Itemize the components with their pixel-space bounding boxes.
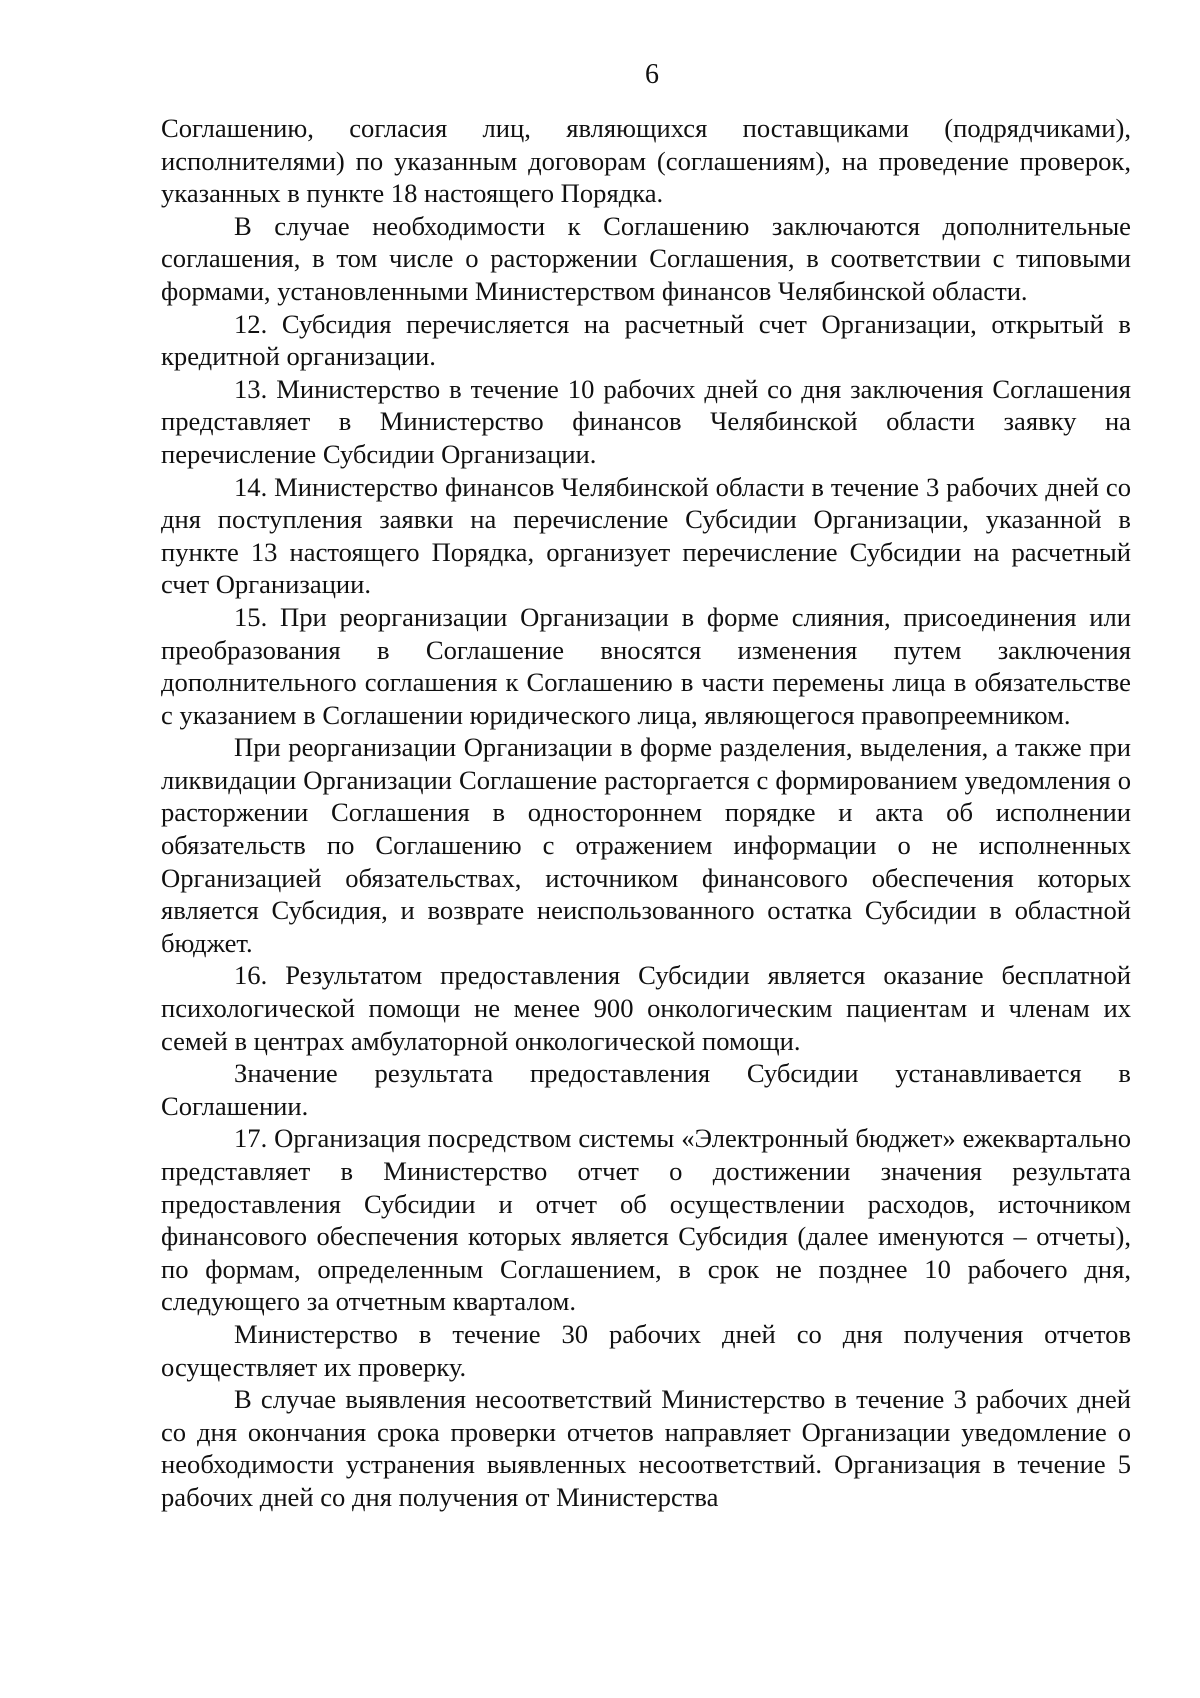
paragraph-14: 14. Министерство финансов Челябинской области в течение 3 рабочих дней со дня поступления заявки на перечисление Субсидии Организации, указанной в пункте 13 настоящего Порядка, организует перечисление Субсидии на расчетный счет Организации. — [161, 471, 1131, 600]
paragraph-12: 12. Субсидия перечисляется на расчетный счет Организации, открытый в кредитной организации. — [161, 308, 1131, 372]
paragraph-17-discrepancies: В случае выявления несоответствий Министерство в течение 3 рабочих дней со дня окончания срока проверки отчетов направляет Организации уведомление о необходимости устранения выявленных несоответствий. Организация в течение 5 рабочих дней со дня получения от Министерства — [161, 1384, 1131, 1512]
paragraph-16: 16. Результатом предоставления Субсидии является оказание бесплатной психологической помощи не менее 900 онкологическим пациентам и членам их семей в центрах амбулаторной онкологической помощи. — [161, 960, 1131, 1056]
paragraph-17-review: Министерство в течение 30 рабочих дней со дня получения отчетов осуществляет их проверку. — [161, 1318, 1131, 1382]
paragraph-additional-agreements: В случае необходимости к Соглашению заключаются дополнительные соглашения, в том числе о расторжении Соглашения, в соответствии с типовыми формами, установленными Министерством финансов Челябинской области. — [161, 210, 1131, 306]
paragraph-15-reorganization: При реорганизации Организации в форме разделения, выделения, а также при ликвидации Организации Соглашение расторгается с формированием уведомления о расторжении Соглашения в одностороннем порядке и акта об исполнении обязательств по Соглашению с отражением информации о не исполненных Организацией обязательствах, источником финансового обеспечения которых является Субсидия, и возврате неиспользованного остатка Субсидии в областной бюджет. — [161, 732, 1131, 958]
paragraph-15: 15. При реорганизации Организации в форме слияния, присоединения или преобразования в Соглашение вносятся изменения путем заключения дополнительного соглашения к Соглашению в части перемены лица в обязательстве с указанием в Соглашении юридического лица, являющегося правопреемником. — [161, 601, 1131, 730]
document-body — [161, 112, 1131, 1514]
paragraph-17: 17. Организация посредством системы «Электронный бюджет» ежеквартально представляет в Министерство отчет о достижении значения результата предоставления Субсидии и отчет об осуществлении расходов, источником финансового обеспечения которых является Субсидия (далее именуются – отчеты), по формам, определенным Соглашением, в срок не позднее 10 рабочего дня, следующего за отчетным кварталом. — [161, 1123, 1131, 1317]
paragraph-16-value: Значение результата предоставления Субсидии устанавливается в Соглашении. — [161, 1058, 1131, 1121]
paragraph-13: 13. Министерство в течение 10 рабочих дней со дня заключения Соглашения представляет в Министерство финансов Челябинской области заявку на перечисление Субсидии Организации. — [161, 373, 1131, 469]
paragraph-continuation: Соглашению, согласия лиц, являющихся поставщиками (подрядчиками), исполнителями) по указанным договорам (соглашениям), на проведение проверок, указанных в пункте 18 настоящего Порядка. — [161, 113, 1131, 209]
page-number: 6 — [645, 59, 659, 90]
